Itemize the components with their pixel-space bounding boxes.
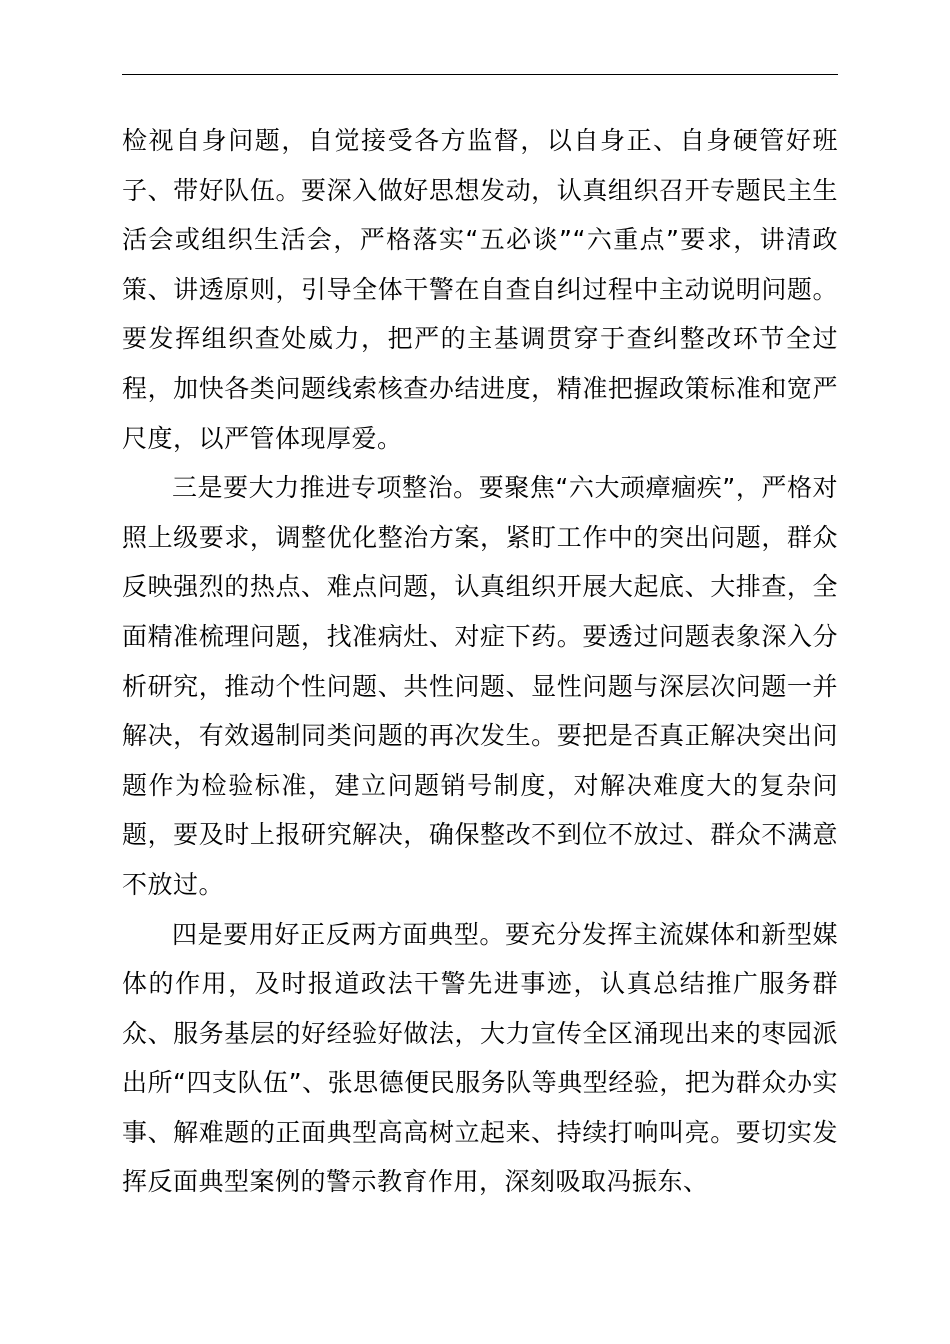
header-rule [122, 74, 838, 75]
paragraph-typical-examples: 四是要用好正反两方面典型。要充分发挥主流媒体和新型媒体的作用，及时报道政法干警先进事迹，认真总结推广服务群众、服务基层的好经验好做法，大力宣传全区涌现出来的枣园派出所“四支队伍”、张思德便民服务队等典型经验，把为群众办实事、解难题的正面典型高高树立起来、持续打响叫亮。要切实发挥反面典型案例的警示教育作用，深刻吸取冯振东、 [122, 919, 838, 1197]
document-body [122, 116, 838, 1207]
paragraph-special-rectification: 三是要大力推进专项整治。要聚焦“六大顽瘴痼疾”，严格对照上级要求，调整优化整治方案，紧盯工作中的突出问题，群众反映强烈的热点、难点问题，认真组织开展大起底、大排查，全面精准梳理问题，找准病灶、对症下药。要透过问题表象深入分析研究，推动个性问题、共性问题、显性问题与深层次问题一并解决，有效遏制同类问题的再次发生。要把是否真正解决突出问题作为检验标准，建立问题销号制度，对解决难度大的复杂问题，要及时上报研究解决，确保整改不到位不放过、群众不满意不放过。 [122, 473, 838, 899]
paragraph-continuation: 检视自身问题，自觉接受各方监督，以自身正、自身硬管好班子、带好队伍。要深入做好思想发动，认真组织召开专题民主生活会或组织生活会，严格落实“五必谈”“六重点”要求，讲清政策、讲透原则，引导全体干警在自查自纠过程中主动说明问题。要发挥组织查处威力，把严的主基调贯穿于查纠整改环节全过程，加快各类问题线索核查办结进度，精准把握政策标准和宽严尺度，以严管体现厚爱。 [122, 126, 838, 453]
